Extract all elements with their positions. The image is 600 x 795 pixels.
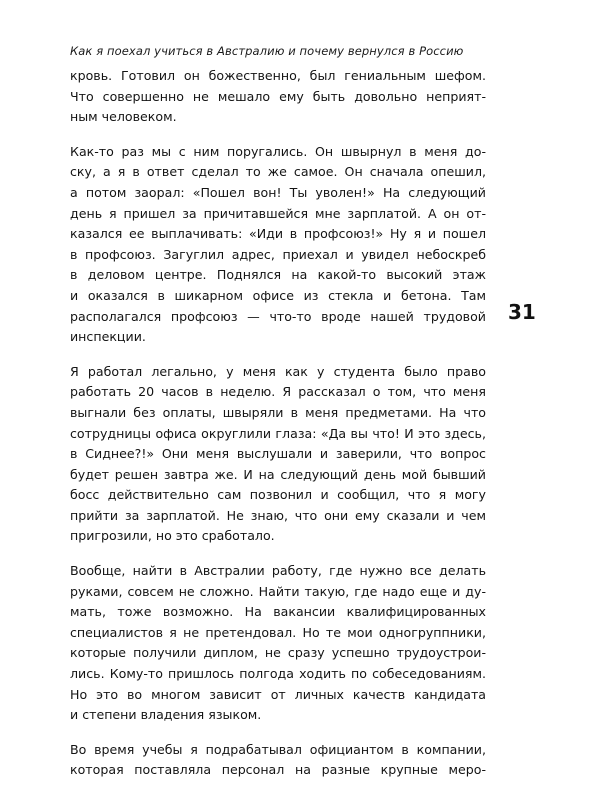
text-line: Что совершенно не мешало ему быть довольно неприят- xyxy=(70,88,486,104)
text-line: выгнали без оплаты, швыряли в меня предметами. На что xyxy=(70,404,486,420)
text-line: руками, совсем не сложно. Найти такую, где надо еще и ду- xyxy=(70,583,486,599)
text-line: инспекции. xyxy=(70,329,146,345)
text-line: мать, тоже возможно. На вакансии квалифицированных xyxy=(70,604,486,620)
paragraph xyxy=(70,66,486,128)
text-line: в деловом центре. Поднялся на какой-то высокий этаж xyxy=(70,267,486,283)
text-line: и оказался в шикарном офисе из стекла и бетона. Там xyxy=(70,287,486,303)
page-number: 31 xyxy=(508,300,536,324)
paragraph xyxy=(70,740,486,781)
text-line: кровь. Готовил он божественно, был гениальным шефом. xyxy=(70,68,486,83)
text-line: Вообще, найти в Австралии работу, где нужно все делать xyxy=(70,563,486,579)
paragraph xyxy=(70,142,486,348)
text-line: специалистов я не претендовал. Но те мои одногруппники, xyxy=(70,624,486,640)
text-line: будет решен завтра же. И на следующий день мой бывший xyxy=(70,466,486,482)
text-line: Во время учебы я подрабатывал официантом в компании, xyxy=(70,741,486,757)
text-line: и степени владения языком. xyxy=(70,707,262,723)
text-line: ску, а я в ответ сделал то же самое. Он сначала опешил, xyxy=(70,164,486,180)
text-line: сотрудницы офиса округлили глаза: «Да вы что! И это здесь, xyxy=(70,425,486,441)
text-line: в Сиднее?!» Они меня выслушали и заверили, что вопрос xyxy=(70,446,486,462)
text-line: которая поставляла персонал на разные крупные меро- xyxy=(70,762,486,778)
paragraph xyxy=(70,561,486,726)
running-header: Как я поехал учиться в Австралию и почему вернулся в Россию xyxy=(70,44,464,58)
text-line: босс действительно сам позвонил и сообщил, что я могу xyxy=(70,487,486,503)
text-line: пригрозили, но это сработало. xyxy=(70,528,275,544)
text-line: располагался профсоюз — что-то вроде нашей трудовой xyxy=(70,308,486,324)
text-line: работать 20 часов в неделю. Я рассказал о том, что меня xyxy=(70,384,486,400)
text-line: а потом заорал: «Пошел вон! Ты уволен!» На следующий xyxy=(70,184,486,200)
text-line: Но это во многом зависит от личных качеств кандидата xyxy=(70,686,486,702)
text-line: лись. Кому-то пришлось полгода ходить по собеседованиям. xyxy=(70,666,486,682)
text-line: Я работал легально, у меня как у студента было право xyxy=(70,363,486,379)
paragraph xyxy=(70,362,486,547)
text-line: ным человеком. xyxy=(70,109,177,125)
text-line: день я пришел за причитавшейся мне зарплатой. А он от- xyxy=(70,205,486,221)
text-line: Как-то раз мы с ним поругались. Он швырнул в меня до- xyxy=(70,143,486,159)
text-line: в профсоюз. Загуглил адрес, приехал и увидел небоскреб xyxy=(70,246,486,262)
text-line: которые получили диплом, не сразу успешно трудоустрои- xyxy=(70,645,486,661)
text-line: казался ее выплачивать: «Иди в профсоюз!» Ну я и пошел xyxy=(70,226,486,242)
text-line: прийти за зарплатой. Не знаю, что они ему сказали и чем xyxy=(70,507,486,523)
body-text xyxy=(70,66,486,795)
